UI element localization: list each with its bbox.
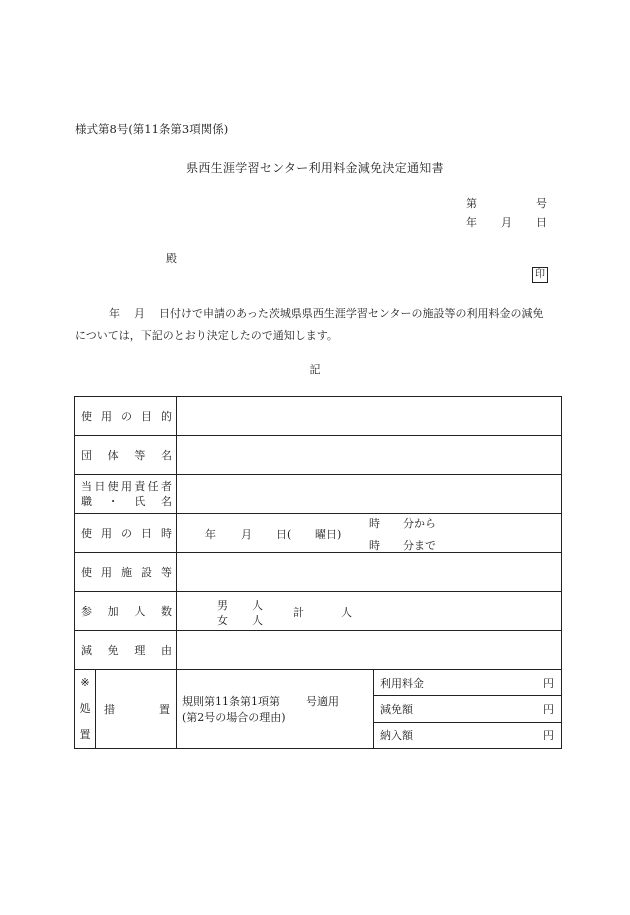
document-title: 県西生涯学習センター利用料金減免決定通知書: [186, 161, 444, 175]
form-number: 様式第8号(第11条第3項関係): [75, 122, 229, 136]
male-unit: 人: [252, 599, 263, 612]
header-month: 月: [501, 216, 512, 229]
notice-year: 年: [109, 307, 120, 320]
fee-reduction-unit: 円: [543, 702, 554, 716]
time-from-hour: 時: [369, 517, 380, 530]
label-char: 用: [101, 566, 112, 579]
date-month: 月: [241, 528, 252, 541]
time-to-hour: 時: [369, 539, 380, 552]
seal-mark: 印: [532, 267, 548, 283]
label-char: 当: [81, 480, 92, 493]
office-use-char-1: 処: [79, 702, 91, 715]
purpose-label-cell: [75, 397, 177, 436]
label-char: 日: [94, 480, 106, 493]
group-label-cell: [75, 436, 177, 475]
label-char: 者: [160, 480, 172, 493]
ki-heading: 記: [309, 363, 321, 376]
fee-reduction-cell[interactable]: [374, 696, 562, 722]
female-unit: 人: [252, 614, 263, 627]
fee-payment-label: 納入額: [380, 729, 413, 743]
label-char: 施: [121, 566, 132, 579]
label-char: 使: [81, 527, 92, 540]
label-char: 等: [134, 449, 146, 462]
fee-reduction-label: 減免額: [380, 702, 413, 716]
notice-month: 月: [134, 307, 145, 320]
datetime-value[interactable]: [177, 514, 562, 553]
total-unit: 人: [341, 606, 352, 619]
office-use-cell: [75, 670, 96, 749]
number-suffix: 号: [536, 197, 547, 210]
datetime-label: [81, 525, 172, 541]
responsible-label-line2: [81, 494, 172, 509]
male-label: 男: [217, 599, 228, 612]
group-label: [81, 447, 172, 463]
responsible-label-cell: [75, 475, 177, 514]
office-use-char-2: 置: [79, 728, 91, 741]
purpose-value[interactable]: [177, 397, 562, 436]
participants-label: [81, 603, 172, 619]
label-char: 等: [161, 566, 172, 579]
responsible-value[interactable]: [177, 475, 562, 514]
label-char: 体: [107, 449, 119, 462]
label-char: 使: [81, 410, 92, 423]
purpose-label: [81, 408, 172, 424]
participants-label-cell: [75, 592, 177, 631]
label-char: 用: [101, 527, 112, 540]
notice-body: [75, 303, 560, 347]
label-char: 時: [161, 527, 172, 540]
rule-note: (第2号の場合の理由): [182, 711, 286, 724]
datetime-label-cell: [75, 514, 177, 553]
label-char: 名: [160, 449, 172, 462]
label-char: 団: [81, 449, 92, 462]
label-char: 免: [107, 644, 119, 657]
fee-usage-cell[interactable]: [374, 670, 562, 696]
number-label: 第: [466, 197, 477, 210]
measure-label-cell: [96, 670, 177, 749]
header-year: 年: [466, 216, 477, 229]
label-char: 由: [160, 644, 172, 657]
label-char: 置: [159, 703, 170, 716]
label-char: の: [121, 410, 132, 423]
label-char: 日: [141, 527, 152, 540]
label-char: 数: [160, 605, 172, 618]
rule-applied: 号適用: [306, 695, 339, 708]
application-table: [74, 396, 562, 749]
label-char: ・: [107, 495, 119, 508]
label-char: 氏: [134, 495, 146, 508]
fee-usage-label: 利用料金: [380, 676, 424, 690]
total-label: 計: [293, 606, 304, 619]
addressee-suffix: 殿: [166, 252, 177, 265]
reason-value[interactable]: [177, 631, 562, 670]
fee-usage-unit: 円: [543, 676, 554, 690]
label-char: 使: [107, 480, 119, 493]
label-char: の: [121, 527, 132, 540]
date-weekday: 曜日): [315, 528, 342, 541]
label-char: 減: [81, 644, 92, 657]
female-label: 女: [217, 614, 228, 627]
responsible-label-line1: [81, 479, 172, 494]
date-day: 日(: [276, 528, 292, 541]
fee-payment-unit: 円: [543, 729, 554, 743]
facility-label: [81, 564, 172, 580]
facility-value[interactable]: [177, 553, 562, 592]
label-char: 加: [107, 605, 119, 618]
label-char: 的: [161, 410, 172, 423]
notice-line-1-text: 日付けで申請のあった茨城県県西生涯学習センターの施設等の利用料金の減免: [159, 307, 544, 320]
participants-value[interactable]: [177, 592, 562, 631]
header-day: 日: [536, 216, 547, 229]
office-use-mark: ※: [80, 676, 90, 689]
label-char: 用: [101, 410, 112, 423]
label-char: 参: [81, 605, 92, 618]
group-value[interactable]: [177, 436, 562, 475]
facility-label-cell: [75, 553, 177, 592]
date-year: 年: [205, 528, 216, 541]
notice-line-2: については，下記のとおり決定したので通知します。: [75, 329, 338, 342]
label-char: 人: [134, 605, 146, 618]
rule-cell[interactable]: [177, 670, 374, 749]
label-char: 目: [141, 410, 152, 423]
measure-label: [102, 701, 172, 717]
reason-label-cell: [75, 631, 177, 670]
time-to-minute: 分まで: [403, 539, 436, 552]
label-char: 職: [81, 495, 92, 508]
label-char: 使: [81, 566, 92, 579]
reason-label: [81, 642, 172, 658]
label-char: 理: [134, 644, 146, 657]
label-char: 用: [120, 480, 132, 493]
label-char: 設: [141, 566, 152, 579]
fee-payment-cell[interactable]: [374, 722, 562, 748]
label-char: 責: [134, 480, 146, 493]
time-from-minute: 分から: [403, 517, 436, 530]
label-char: 名: [160, 495, 172, 508]
notice-line-1: [75, 303, 560, 325]
label-char: 措: [104, 703, 115, 716]
label-char: 任: [147, 480, 159, 493]
rule-text: 規則第11条第1項第: [182, 695, 280, 708]
